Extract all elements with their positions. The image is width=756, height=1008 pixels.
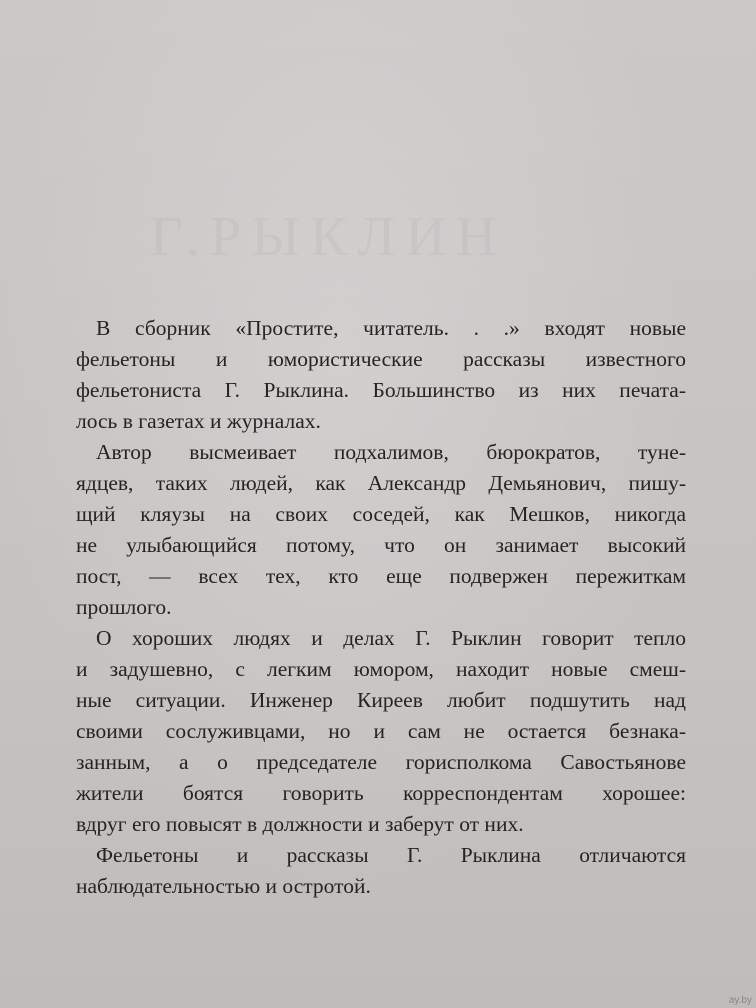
text-line: и задушевно, с легким юмором, находит новые смеш-	[76, 657, 686, 681]
text-line: фельетониста Г. Рыклина. Большинство из них печата-	[76, 378, 686, 402]
text-line: жители боятся говорить корреспондентам хорошее:	[76, 781, 686, 805]
annotation-text	[76, 313, 686, 902]
text-line: своими сослуживцами, но и сам не остается безнака-	[76, 719, 686, 743]
text-line: пост, — всех тех, кто еще подвержен пережиткам	[76, 564, 686, 588]
watermark: ay.by	[728, 995, 752, 1006]
text-line: В сборник «Простите, читатель. . .» входят новые	[96, 316, 686, 340]
text-line: щий кляузы на своих соседей, как Мешков, никогда	[76, 502, 686, 526]
text-line: наблюдательностью и остротой.	[76, 874, 371, 898]
text-line: вдруг его повысят в должности и заберут от них.	[76, 812, 524, 836]
text-line: Фельетоны и рассказы Г. Рыклина отличаются	[96, 843, 686, 867]
text-line: фельетоны и юмористические рассказы известного	[76, 347, 686, 371]
text-line: Автор высмеивает подхалимов, бюрократов, туне-	[96, 440, 686, 464]
text-line: О хороших людях и делах Г. Рыклин говорит тепло	[96, 626, 686, 650]
text-line: занным, а о председателе горисполкома Савостьянове	[76, 750, 686, 774]
text-line: лось в газетах и журналах.	[76, 409, 321, 433]
text-line: ядцев, таких людей, как Александр Демьянович, пишу-	[76, 471, 686, 495]
text-line: прошлого.	[76, 595, 172, 619]
text-line: ные ситуации. Инженер Киреев любит подшутить над	[76, 688, 686, 712]
text-line: не улыбающийся потому, что он занимает высокий	[76, 533, 686, 557]
faint-show-through-title: Г.РЫКЛИН	[150, 206, 507, 268]
